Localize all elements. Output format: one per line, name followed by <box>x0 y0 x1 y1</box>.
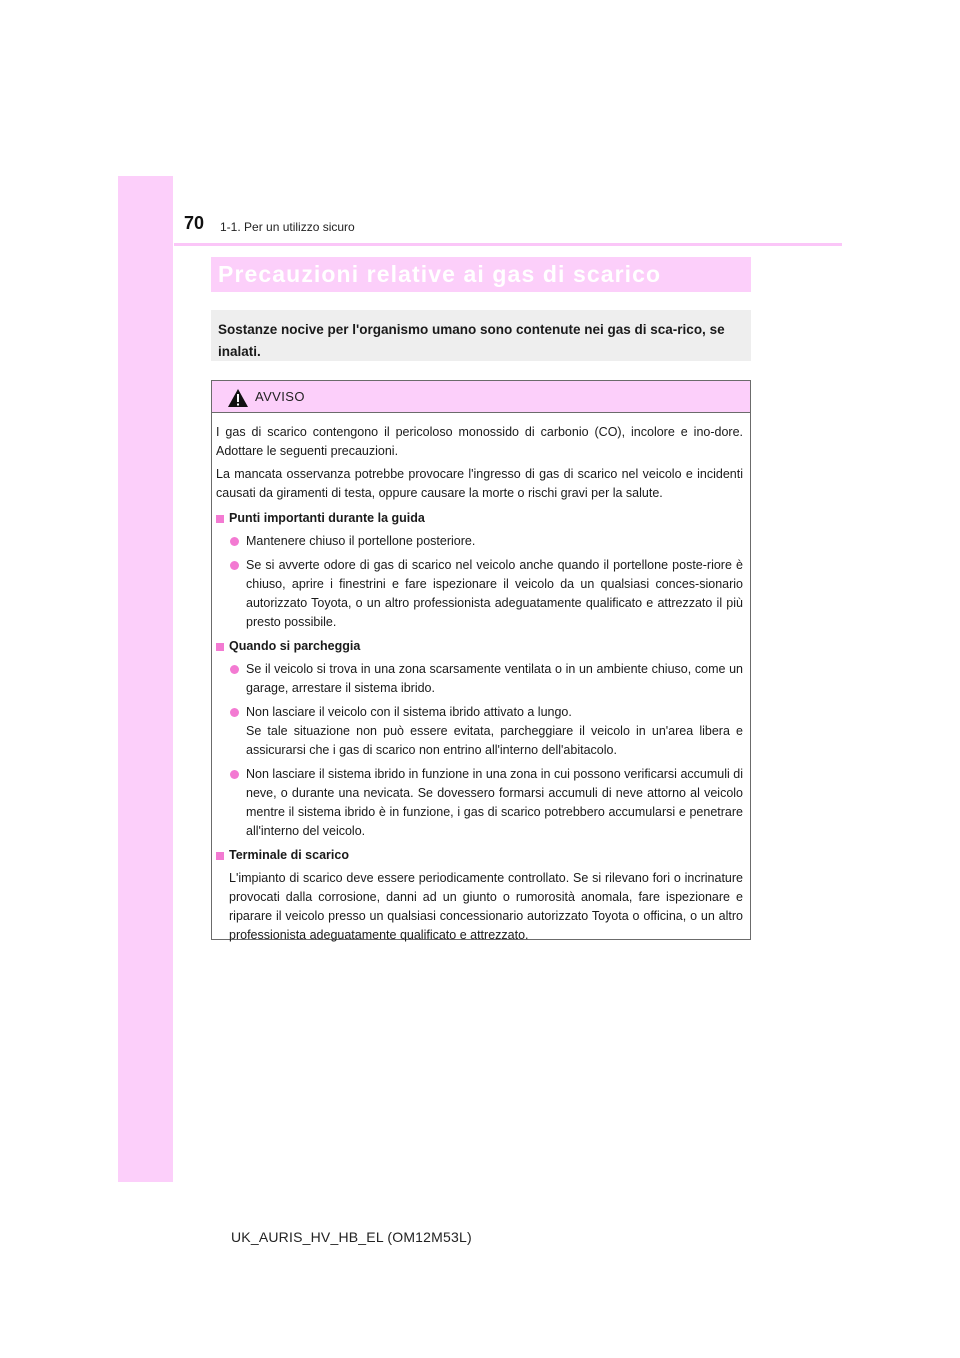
intro-text: Sostanze nocive per l'organismo umano sono contenute nei gas di sca-rico, se inalati. <box>218 322 725 359</box>
warning-header <box>212 381 750 413</box>
list-item: Non lasciare il veicolo con il sistema ibrido attivato a lungo. Se tale situazione non può essere evitata, parcheggiare il veicolo in un'area libera e assicurarsi che i gas di scarico non entrino all'interno dell'abitacolo. <box>216 703 743 760</box>
list-item: Se il veicolo si trova in una zona scarsamente ventilata o in un ambiente chiuso, come un garage, arrestare il sistema ibrido. <box>216 660 743 698</box>
warning-box <box>211 380 751 940</box>
square-bullet-icon <box>216 515 224 523</box>
page-title: Precauzioni relative ai gas di scarico <box>218 261 662 287</box>
round-bullet-icon <box>230 770 239 779</box>
intro-box <box>211 310 751 361</box>
list-item: Non lasciare il sistema ibrido in funzione in una zona in cui possono verificarsi accumuli di neve, o durante una nevicata. Se dovessero formarsi accumuli di neve attorno al veicolo mentre il sistema ibrido è in funzione, i gas di scarico potrebbero accumularsi e penetrare all'interno del veicolo. <box>216 765 743 841</box>
square-bullet-icon <box>216 852 224 860</box>
square-bullet-icon <box>216 643 224 651</box>
warning-label: AVVISO <box>255 389 305 404</box>
section-label: 1-1. Per un utilizzo sicuro <box>220 220 355 234</box>
header-rule <box>174 243 842 246</box>
side-color-strip <box>118 176 173 1182</box>
list-item: Mantenere chiuso il portellone posteriore. <box>216 532 743 551</box>
warning-intro-2: La mancata osservanza potrebbe provocare l'ingresso di gas di scarico nel veicolo e incidenti causati da giramenti di testa, oppure causare la morte o rischi gravi per la salute. <box>216 467 743 500</box>
section-heading-parking: Quando si parcheggia <box>216 637 743 656</box>
warning-body <box>216 423 743 949</box>
page-number: 70 <box>184 213 205 233</box>
warning-intro-1: I gas di scarico contengono il pericoloso monossido di carbonio (CO), incolore e ino-dore. Adottare le seguenti precauzioni. <box>216 425 743 458</box>
section-heading-driving: Punti importanti durante la guida <box>216 509 743 528</box>
round-bullet-icon <box>230 537 239 546</box>
round-bullet-icon <box>230 708 239 717</box>
list-item: Se si avverte odore di gas di scarico nel veicolo anche quando il portellone poste-riore è chiuso, aprire i finestrini e fare ispezionare il veicolo da un qualsiasi conces-sionario autorizzato Toyota, o un altro professionista adeguatamente qualificato e attrezzato il più presto possibile. <box>216 556 743 632</box>
section-heading-exhaust: Terminale di scarico <box>216 846 743 865</box>
round-bullet-icon <box>230 665 239 674</box>
warning-triangle-icon <box>227 388 249 408</box>
round-bullet-icon <box>230 561 239 570</box>
exhaust-paragraph: L'impianto di scarico deve essere periodicamente controllato. Se si rilevano fori o incrinature provocati dalla corrosione, danni ad un giunto o rumorosità anomala, fare ispezionare e riparare il veicolo presso un qualsiasi concessionario autorizzato Toyota o officina, o un altro professionista adeguatamente qualificato e attrezzato. <box>229 871 743 942</box>
title-bar <box>211 257 751 292</box>
footer-code: UK_AURIS_HV_HB_EL (OM12M53L) <box>231 1229 472 1245</box>
